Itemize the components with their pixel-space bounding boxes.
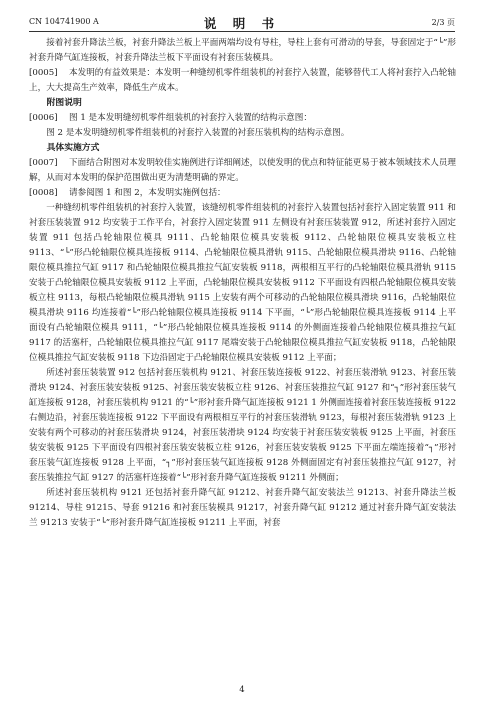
paragraph-0006 (29, 111, 456, 126)
page-indicator: 2/3 页 (431, 18, 455, 27)
paragraph-text: 图 1 是本发明缝纫机零件组装机的衬套拧入装置的结构示意图： (69, 113, 312, 123)
paragraph-0008 (29, 186, 456, 201)
paragraph-body: 一种缝纫机零件组装机的衬套拧入装置，该缝纫机零件组装机的衬套拧入装置包括衬套拧入固定装置 911 和衬套压装装置 912 均安装于工作平台，衬套拧入固定装置 911 左侧设有衬套压装装置 912，所述衬套拧入固定装置 911 包括凸轮轴限位模具 9111、凸轮轴限位模具安装板 9112、凸轮轴限位模具安装板立柱 9113、“└”形凸轮轴限位模具连接板 9114、凸轮轴限位模具滑轨 9115、凸轮轴限位模具滑块 9116、凸轮轴限位模具推拉气缸 9117 和凸轮轴限位模具推拉气缸安装板 9118，两根相互平行的凸轮轴限位模具滑轨 9115 安装于凸轮轴限位模具安装板 9112 上平面，凸轮轴限位模具安装板 9112 下平面设有四根凸轮轴限位模具安装板立柱 9113，每根凸轮轴限位模具滑轨 9115 上安装有两个可移动的凸轮轴限位模具滑块 9116，凸轮轴限位模具滑块 9116 均连接着“└”形凸轮轴限位模具连接板 9114 下平面，“└”形凸轮轴限位模具连接板 9114 上平面设有凸轮轴限位模具 9111，“└”形凸轮轴限位模具连接板 9114 的外侧面连接着凸轮轴限位模具推拉气缸 9117 的活塞杆，凸轮轴限位模具推拉气缸 9117 尾端安装于凸轮轴限位模具推拉气缸安装板 9118，凸轮轴限位模具推拉气缸安装板 9118 下边沿固定于凸轮轴限位模具安装板 9112 上平面； (29, 203, 456, 363)
paragraph-body: 所述衬套压装装置 912 包括衬套压装机构 9121、衬套压装连接板 9122、衬套压装滑轨 9123、衬套压装滑块 9124、衬套压装安装板 9125、衬套压装安装板立柱 9126、衬套压装推拉气缸 9127 和“┐”形衬套压装气缸连接板 9128，衬套压装机构 9121 的“└”形衬套升降气缸连接板 9121 1 外侧面连接着衬套压装连接板 9122 右侧边沿，衬套压装连接板 9122 下平面设有两根相互平行的衬套压装滑轨 9123，每根衬套压装滑轨 9123 上安装有两个可移动的衬套压装滑块 9124，衬套压装滑块 9124 均安装于衬套压装安装板 9125 上平面，衬套压装安装板 9125 下平面设有四根衬套压装安装板立柱 9126，衬套压装安装板 9125 下平面左端连接着“┐”形衬套压装气缸连接板 9128 上平面，“┐”形衬套压装气缸连接板 9128 外侧面固定有衬套压装推拉气缸 9127，衬套压装推拉气缸 9127 的活塞杆连接着“└”形衬套升降气缸连接板 91211 外侧面； (29, 368, 456, 483)
paragraph-number: [0008] (29, 188, 58, 198)
document-title: 说 明 书 (203, 16, 281, 31)
section-heading-embodiment: 具体实施方式 (46, 143, 100, 153)
paragraph-body: 所述衬套压装机构 9121 还包括衬套升降气缸 91212、衬套升降气缸安装法兰 91213、衬套升降法兰板 91214、导柱 91215、导套 91216 和衬套压装模具 91217，衬套升降气缸 91212 通过衬套升降气缸安装法兰 91213 安装于“└”形衬套升降气缸连接板 91211 上平面，衬套 (29, 488, 456, 528)
header-rule (29, 31, 455, 32)
patent-number: CN 104741900 A (29, 17, 99, 26)
paragraph-number: [0007] (29, 158, 58, 168)
paragraph-0006-figure-2: 图 2 是本发明缝纫机零件组装机的衬套拧入装置的衬套压装机构的结构示意图。 (46, 128, 350, 138)
paragraph-0007 (29, 156, 456, 186)
paragraph-number: [0005] (29, 68, 58, 78)
paragraph-text: 本发明的有益效果是：本发明一种缝纫机零件组装机的衬套拧入装置，能够替代工人将衬套拧入凸轮轴上，大大提高生产效率，降低生产成本。 (29, 68, 456, 93)
paragraph-text: 请参阅图 1 和图 2，本发明实施例包括： (69, 188, 226, 198)
page-number: 4 (239, 685, 245, 695)
page-header (29, 14, 455, 32)
paragraph-continued: 接着衬套升降法兰板，衬套升降法兰板上平面两端均设有导柱，导柱上套有可滑动的导套，导套固定于“└”形衬套升降气缸连接板，衬套升降法兰板下平面设有衬套压装模具。 (29, 38, 456, 63)
document-body (29, 36, 456, 531)
section-heading-drawings: 附图说明 (46, 98, 82, 108)
paragraph-0005 (29, 66, 456, 96)
paragraph-number: [0006] (29, 113, 58, 123)
paragraph-text: 下面结合附图对本发明较佳实施例进行详细阐述，以使发明的优点和特征能更易于被本领域技术人员理解，从而对本发明的保护范围做出更为清楚明确的界定。 (29, 158, 456, 183)
